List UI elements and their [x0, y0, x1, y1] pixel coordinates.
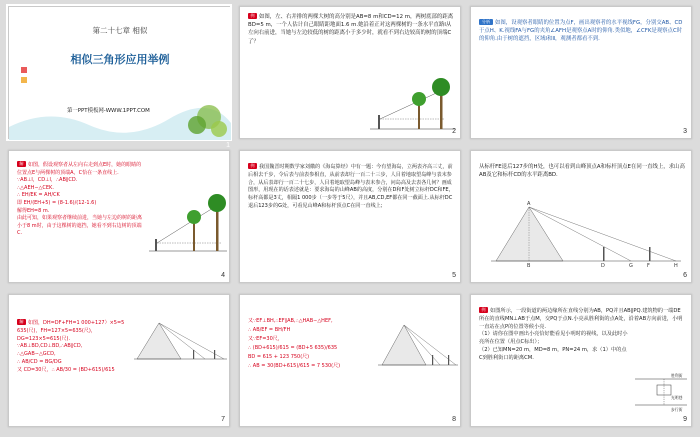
solution-step-ab: ∴ AB = 30(BD+615)/615 = 7 530(尺) — [248, 363, 341, 369]
solution-step-result: 解得EH=8 m. — [17, 207, 50, 214]
solution-step-parallel: 又∵EF⊥BH,∴EF∥AB,∴△HAB∽△HEF, — [248, 318, 333, 324]
slide-number: 4 — [221, 272, 225, 279]
solution-conclusion: 由此可知，如果观察者继续前进，当她与左边的树的距离小于8 m时，由于这棵树的遮挡，她看不到右边树的顶端C. — [17, 215, 143, 237]
slide-number: 1 — [226, 142, 230, 149]
slide5-problem-text: 我国魏晋时期数学家刘徽的《海岛算经》中有一题：今有望海岛，立两表齐高三丈，前后相去千步，令后表与前表参相直，从前表却行一百二十三步，人目着地取望岛峰与表末参合，从后表却行一百二十七步，人目着地取望岛峰与表末参合，问岛高及去表各几何？画成图形，用现在的话表述就是：要求海岛的山峰AB的高度，分别在D和F处树立标杆DC和FE，标杆高都是3丈，相隔1 000步（一步等于5尺），并且AB,CD,EF都在同一截面上.从标杆DC退后123步的G处，可看见山峰A和标杆顶点C在同一直线上; — [248, 164, 454, 209]
slide-thumbnail-3[interactable] — [470, 6, 692, 139]
solution-distances: 如图，DH=DF+FH=1 000+127）×5=5 635(尺)，FH=127×5=635(尺)，DG=123×5=615(尺). — [17, 320, 125, 342]
slide4-solution — [17, 161, 142, 238]
label-D: D — [601, 263, 605, 269]
slide8-solution — [248, 317, 378, 371]
label-H: H — [674, 263, 678, 269]
label-F: F — [647, 263, 650, 269]
slide-thumbnail-6[interactable] — [470, 150, 692, 283]
solution-step-ratio: ∴ EH/EK = AH/CK — [17, 192, 60, 199]
example-badge-icon: 例 — [479, 307, 488, 313]
chapter-title: 第二十七章 相似 — [92, 26, 148, 35]
slide3-analysis-text: 如图，设观察者眼睛的位置为点F，画出观察者的水平视线FG，分别交AB、CD于点H、K.视线FA与FG的夹角∠AFH是观察点A时的仰角.类似地，∠CFK是观察点C时的仰角.由于树的遮挡，区域Ⅰ和Ⅱ，观测者都看不到. — [479, 20, 683, 43]
analysis-badge-icon: 分析 — [479, 19, 493, 25]
slide-number: 2 — [452, 128, 456, 135]
solution-step-equation: 即 EH/(EH+5) = (8-1.6)/(12-1.6) — [17, 199, 97, 206]
slide6-problem-text: 从标杆FE退后127步的H处，也可以看到山峰顶点A和标杆顶点E在同一直线上，求山高AB及它和标杆CD的水平距离BD. — [479, 164, 685, 179]
slide-main-title: 相似三角形应用举例 — [70, 53, 170, 66]
slide3-analysis — [479, 19, 685, 44]
slide9-problem — [479, 307, 685, 363]
slide7-solution — [17, 319, 137, 375]
slide-thumbnail-1[interactable] — [8, 6, 230, 149]
solution-step-similar: ∴△GAB∽△GCD, — [17, 351, 56, 358]
slide9-question-2: （2）已知MN=20 m，MD=8 m，PN=24 m，求（1）中的点C到胜利街口的距离CM. — [479, 346, 627, 361]
label-B: B — [527, 263, 531, 269]
slide-number: 3 — [683, 128, 687, 135]
solution-step-ratio: ∴ AB/CD = BG/DG — [17, 358, 62, 365]
label-G: G — [629, 263, 633, 269]
label-A: A — [527, 201, 531, 207]
slide-thumbnail-2[interactable] — [239, 6, 461, 139]
solution-step-parallel: ∵AB⊥BD,CD⊥BD,∴AB∥CD, — [17, 343, 83, 350]
example-badge-icon: 例 — [248, 13, 257, 19]
slide2-problem — [248, 13, 454, 46]
slide9-problem-text: 如图所示，一段街道的两边缘所在直线分别为AB，PQ并且AB∥PQ.建筑物的一端DE所在的直线MN⊥AB于点M，交PQ于点N.小亮从胜利街的点A处，沿着AB方向前进，小明一直站在点P的位置等候小亮. — [479, 308, 683, 330]
label-guangming-lane: 光明巷 — [671, 395, 683, 400]
label-walking-street: 步行街 — [671, 407, 683, 412]
slide-thumbnail-5[interactable] — [239, 150, 461, 283]
label-victory-street: 胜利街 — [671, 373, 683, 378]
solution-badge-icon: 解 — [17, 319, 26, 325]
solution-step-substitute: 又 CD=30尺，∴ AB/30 = (BD+615)/615 — [17, 366, 115, 373]
slide-thumbnail-4[interactable] — [8, 150, 230, 283]
solution-step-similar: ∴△AEH∽△CEK. — [17, 184, 54, 191]
slide-number: 9 — [683, 416, 687, 423]
slide-number: 7 — [221, 416, 225, 423]
solution-step-equation: ∴ (BD+615)/615 = (BD+5 635)/635 — [248, 345, 338, 351]
solution-step-parallel: ∵AB⊥l，CD⊥l，∴AB∥CD. — [17, 177, 78, 184]
slide-thumbnail-8[interactable] — [239, 294, 461, 427]
solution-badge-icon: 解 — [17, 161, 26, 167]
slide-number: 6 — [683, 272, 687, 279]
slide-number: 8 — [452, 416, 456, 423]
slide2-problem-text: 如图，左、右并排的两棵大树的高分别是AB=8 m和CD=12 m，两树底部的距离BD=5 m，一个人估计自己眼睛距地面1.6 m.她沿着正对这两棵树的一条水平直路l从左向右前进，当她与左边较低的树的距离小于多少时，就看不到右边较高的树的顶端C了？ — [248, 14, 454, 45]
slide5-problem — [248, 163, 454, 211]
solution-intro: 如图，假设观察者从左向右走到点E时，她的眼睛的位置点E与两棵树的顶端A，C恰在一条直线上. — [17, 162, 142, 176]
site-watermark: 第一PPT模板网-WWW.1PPT.COM — [67, 108, 150, 114]
example-badge-icon: 例 — [248, 163, 257, 169]
slide-thumbnail-9[interactable] — [470, 294, 692, 427]
solution-step-given: 又∵EF=30尺， — [248, 336, 283, 342]
solution-step-ratio: ∴ AB/EF = BH/FH — [248, 327, 291, 333]
slide-thumbnail-7[interactable] — [8, 294, 230, 427]
slide9-question-1: （1）请你在图中画出小亮恰好能看见小明时的视线，以及此时小亮所在位置（用点C标出）； — [479, 331, 628, 346]
solution-step-bd: BD = 615 + 123 750(尺) — [248, 354, 310, 360]
slide-number: 5 — [452, 272, 456, 279]
